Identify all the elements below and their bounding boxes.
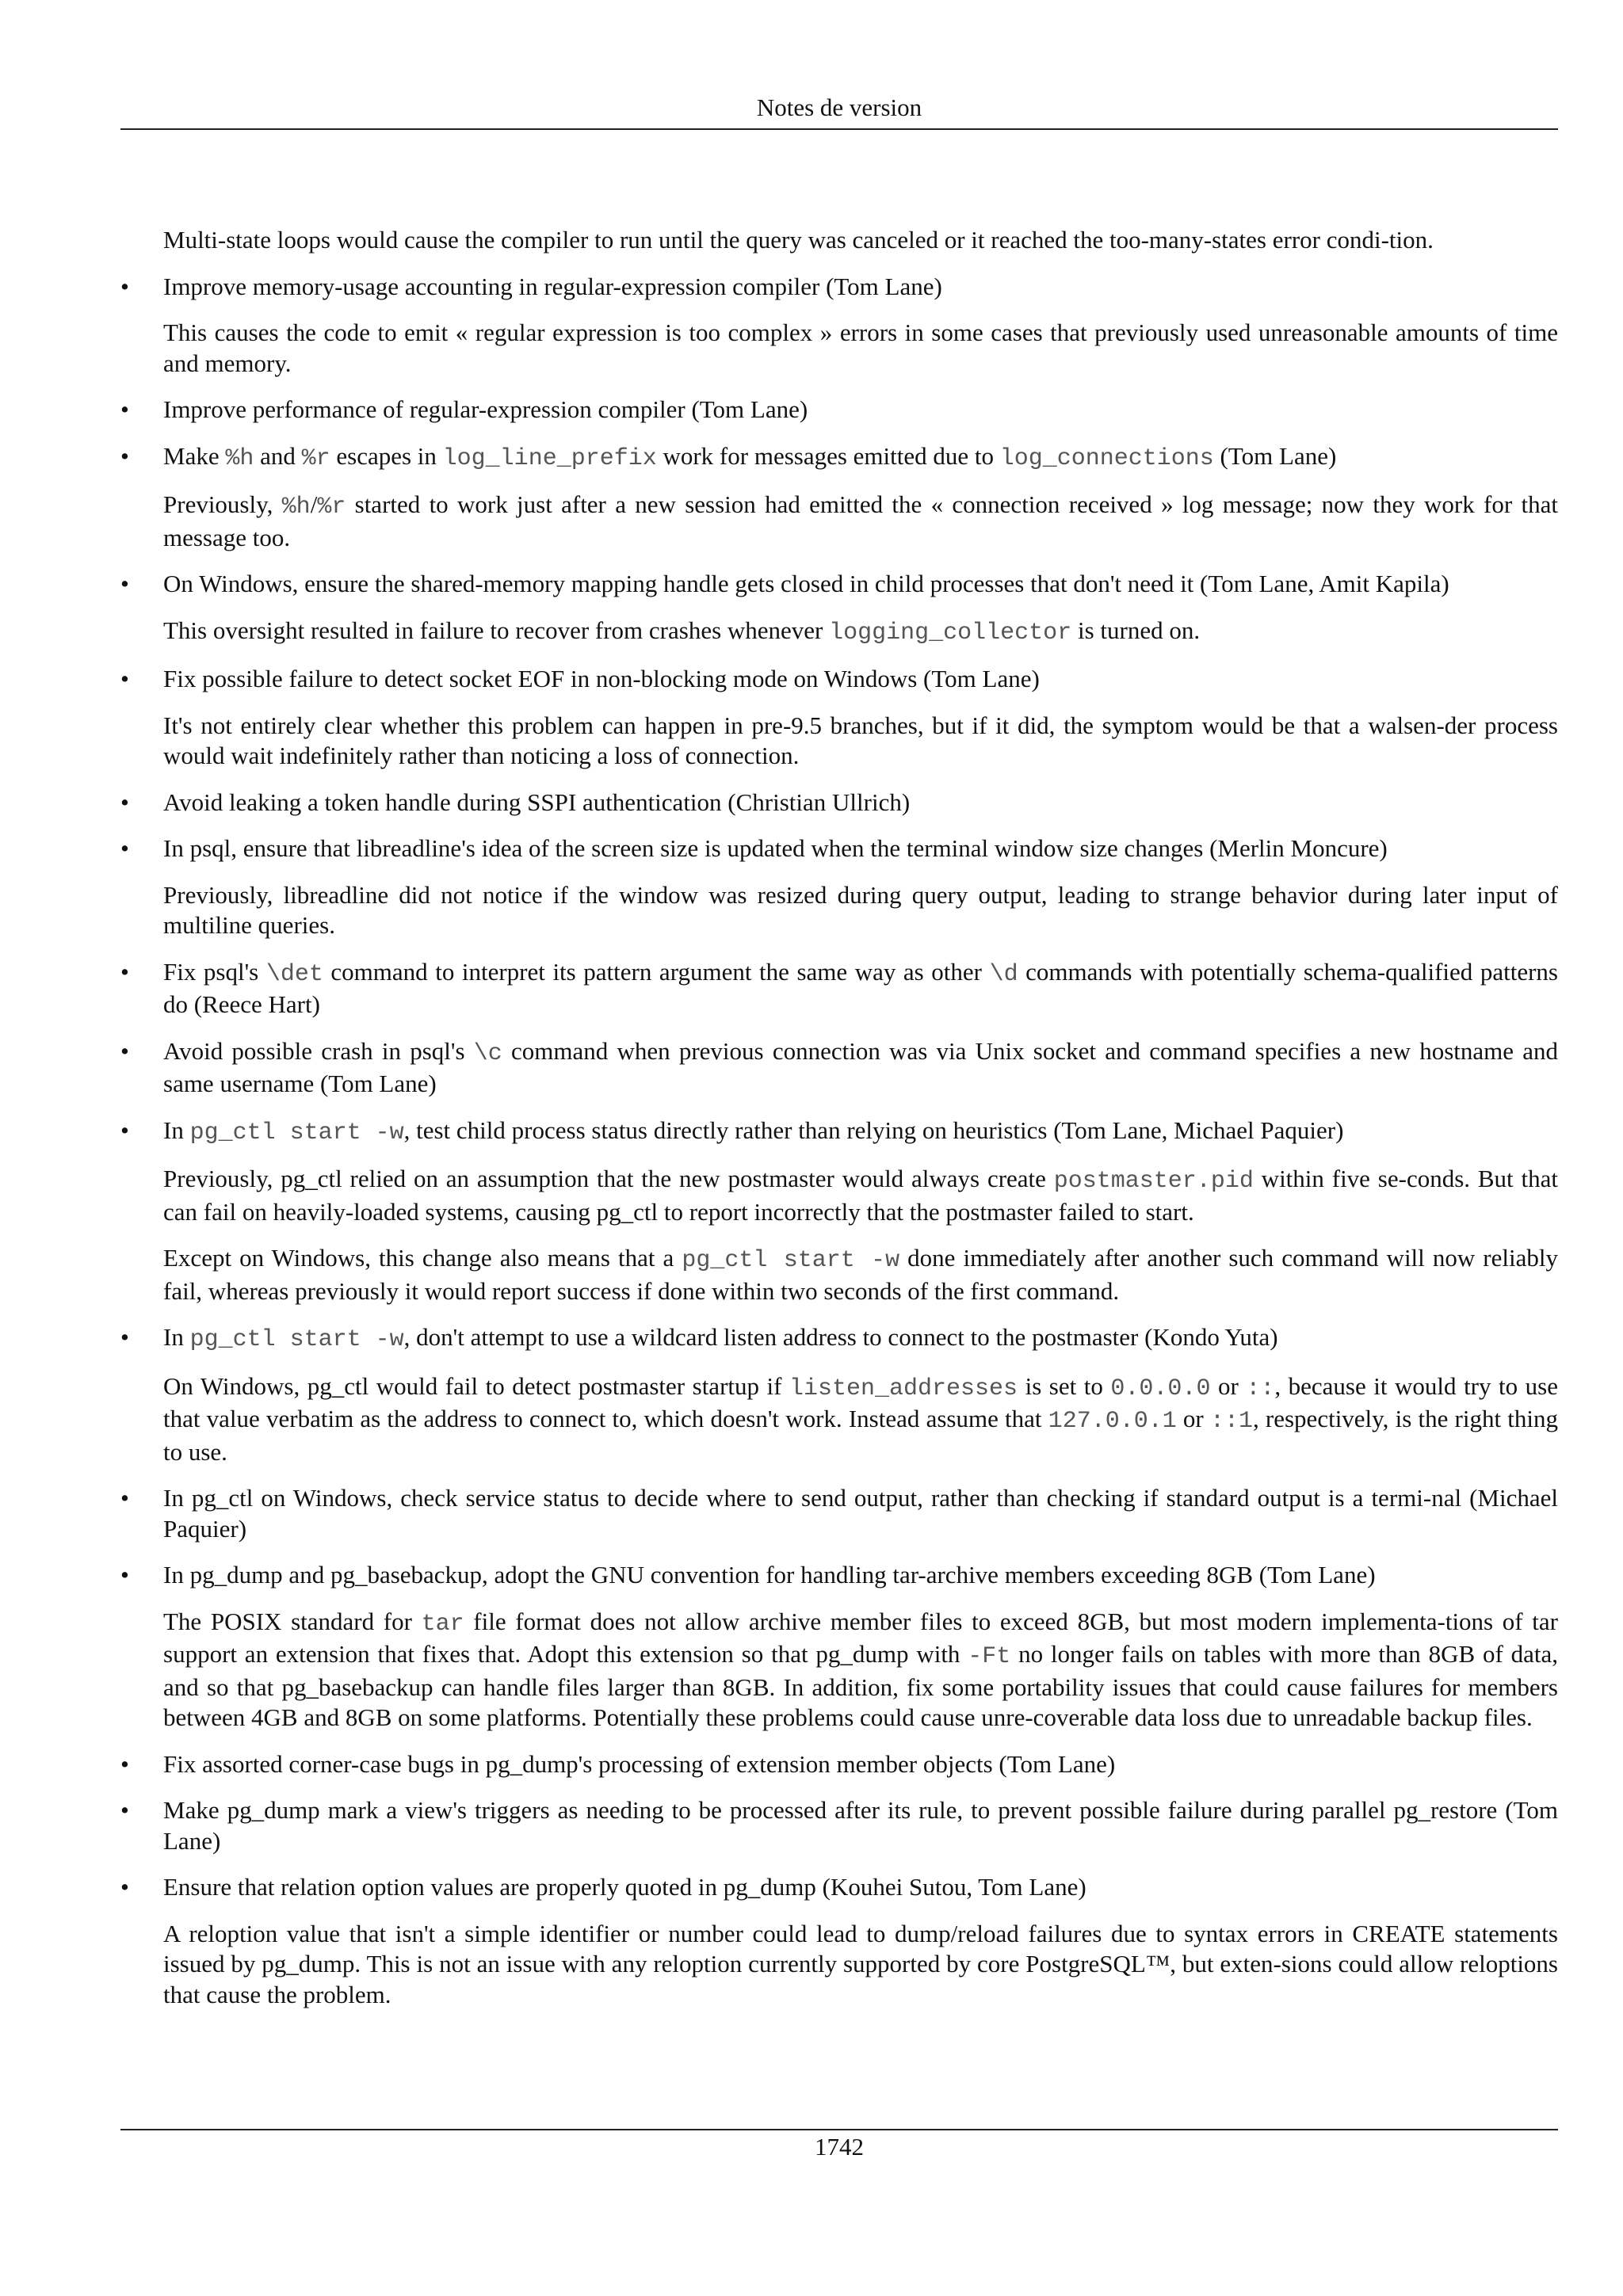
bullet-marker: • bbox=[120, 1873, 129, 1901]
text-run: (Tom Lane) bbox=[1213, 441, 1337, 470]
list-item-text bbox=[163, 1116, 1558, 1149]
list-item-text bbox=[163, 1560, 1558, 1591]
bullet-marker: • bbox=[120, 1749, 129, 1778]
paragraph-text bbox=[163, 225, 1558, 256]
text-run: Avoid leaking a token handle during SSPI authentication (Christian Ullrich) bbox=[163, 788, 911, 816]
text-run: , test child process status directly rather than relying on heuristics (Tom Lane, Michael Paquier) bbox=[403, 1116, 1344, 1144]
text-run: Avoid possible crash in psql's bbox=[163, 1036, 474, 1065]
body-paragraph bbox=[120, 318, 1558, 379]
list-item-text bbox=[163, 395, 1558, 425]
body-paragraph bbox=[120, 711, 1558, 772]
text-run: On Windows, ensure the shared-memory mapping handle gets closed in child processes that don't need it (Tom Lane, Amit Kapila) bbox=[163, 570, 1449, 597]
text-run: In pg_ctl on Windows, check service status to decide where to send output, rather than checking if standard output is a termi-nal (Michael Paquier) bbox=[163, 1484, 1558, 1543]
inline-code: %r bbox=[317, 494, 346, 521]
text-run: Previously, bbox=[163, 490, 282, 518]
text-run: On Windows, pg_ctl would fail to detect postmaster startup if bbox=[163, 1371, 790, 1400]
text-run: and bbox=[254, 441, 302, 470]
bullet-marker: • bbox=[120, 1116, 129, 1144]
paragraph-text bbox=[163, 880, 1558, 941]
text-run: Improve performance of regular-expression compiler (Tom Lane) bbox=[163, 395, 808, 423]
text-run: is turned on. bbox=[1071, 616, 1201, 644]
text-run: This causes the code to emit « regular expression is too complex » errors in some cases that previously used unreasonable amounts of time and memory. bbox=[163, 318, 1558, 377]
bullet-marker: • bbox=[120, 1561, 129, 1589]
body-paragraph bbox=[120, 1243, 1558, 1306]
inline-code: \det bbox=[265, 960, 323, 988]
bullet-marker: • bbox=[120, 788, 129, 816]
text-run: Fix psql's bbox=[163, 957, 266, 986]
list-item bbox=[120, 1872, 1558, 1903]
text-run: no longer fails on tables with more than 8GB of data, and so that pg_basebackup can handle files larger than 8GB. In addition, fix some portability issues that could cause failures for members between 4GB and 8GB on some platforms. Potentially these problems could cause unre-coverable data loss due to unreadable backup files. bbox=[163, 1640, 1558, 1731]
inline-code: \c bbox=[473, 1039, 502, 1067]
text-run: Except on Windows, this change also means that a bbox=[163, 1244, 682, 1272]
bullet-marker: • bbox=[120, 441, 129, 470]
text-run: commands with potentially schema-qualified patterns do (Reece Hart) bbox=[163, 957, 1558, 1018]
list-item bbox=[120, 664, 1558, 695]
bullet-marker: • bbox=[120, 957, 129, 986]
list-item-text bbox=[163, 1795, 1558, 1856]
list-item-text bbox=[163, 272, 1558, 303]
text-run: Previously, libreadline did not notice if the window was resized during query output, leading to strange behavior during later input of multiline queries. bbox=[163, 880, 1558, 939]
body-paragraph bbox=[120, 490, 1558, 553]
text-run: command to interpret its pattern argument the same way as other bbox=[323, 957, 990, 986]
list-item-text bbox=[163, 1322, 1558, 1356]
text-run: In bbox=[163, 1116, 190, 1144]
inline-code: 0.0.0.0 bbox=[1110, 1375, 1211, 1402]
text-run: started to work just after a new session had emitted the « connection received » log message; now they work for that message too. bbox=[163, 490, 1558, 551]
body-paragraph bbox=[120, 1607, 1558, 1733]
inline-code: listen_addresses bbox=[789, 1375, 1018, 1402]
text-run: Fix assorted corner-case bugs in pg_dump's processing of extension member objects (Tom Lane) bbox=[163, 1749, 1116, 1778]
paragraph-text bbox=[163, 490, 1558, 553]
list-item-text bbox=[163, 664, 1558, 695]
list-item bbox=[120, 788, 1558, 818]
text-run: It's not entirely clear whether this problem can happen in pre-9.5 branches, but if it did, the symptom would be that a walsen-der process would wait indefinitely rather than noticing a loss of connection. bbox=[163, 711, 1558, 769]
paragraph-text bbox=[163, 1164, 1558, 1227]
bullet-marker: • bbox=[120, 1323, 129, 1351]
list-item-text bbox=[163, 788, 1558, 818]
list-item-text bbox=[163, 1872, 1558, 1903]
text-run: Multi-state loops would cause the compiler to run until the query was canceled or it reached the too-many-states error condi-tion. bbox=[163, 226, 1434, 254]
bullet-marker: • bbox=[120, 1484, 129, 1512]
bullet-marker: • bbox=[120, 1796, 129, 1824]
text-run: file format does not allow archive member files to exceed 8GB, but most modern implementa-tions of tar support an extension that fixes that. Adopt this extension so that pg_dump with bbox=[163, 1607, 1558, 1668]
list-item-text bbox=[163, 1483, 1558, 1544]
text-run: Fix possible failure to detect socket EOF in non-blocking mode on Windows (Tom Lane) bbox=[163, 665, 1040, 692]
bullet-marker: • bbox=[120, 1036, 129, 1065]
inline-code: %h bbox=[281, 494, 311, 521]
inline-code: 127.0.0.1 bbox=[1048, 1408, 1177, 1435]
list-item bbox=[120, 1322, 1558, 1356]
text-run: Previously, pg_ctl relied on an assumption that the new postmaster would always create bbox=[163, 1165, 1054, 1192]
list-item bbox=[120, 957, 1558, 1020]
text-run: within five se-conds. But that can fail on heavily-loaded systems, causing pg_ctl to report incorrectly that the postmaster failed to start. bbox=[163, 1165, 1558, 1226]
paragraph-text bbox=[163, 711, 1558, 772]
text-run: Make pg_dump mark a view's triggers as needing to be processed after its rule, to prevent possible failure during parallel pg_restore (Tom Lane) bbox=[163, 1796, 1558, 1855]
text-run: In psql, ensure that libreadline's idea of the screen size is updated when the terminal window size changes (Merlin Moncure) bbox=[163, 834, 1388, 862]
inline-code: ::1 bbox=[1209, 1408, 1253, 1435]
footer-rule bbox=[120, 2129, 1558, 2130]
inline-code: -Ft bbox=[968, 1643, 1011, 1670]
paragraph-text bbox=[163, 318, 1558, 379]
inline-code: logging_collector bbox=[829, 619, 1072, 646]
bullet-marker: • bbox=[120, 570, 129, 597]
paragraph-text bbox=[163, 616, 1558, 649]
paragraph-text bbox=[163, 1607, 1558, 1733]
bullet-marker: • bbox=[120, 395, 129, 423]
text-run: escapes in bbox=[330, 441, 443, 470]
list-item-text bbox=[163, 441, 1558, 475]
paragraph-text bbox=[163, 1243, 1558, 1306]
inline-code: pg_ctl start -w bbox=[189, 1326, 404, 1353]
text-run: The POSIX standard for bbox=[163, 1607, 422, 1635]
text-run: Improve memory-usage accounting in regular-expression compiler (Tom Lane) bbox=[163, 272, 942, 300]
text-run: work for messages emitted due to bbox=[656, 441, 1000, 470]
inline-code: :: bbox=[1246, 1375, 1275, 1402]
text-run: / bbox=[310, 490, 318, 518]
header-rule bbox=[120, 128, 1558, 130]
bullet-marker: • bbox=[120, 272, 129, 300]
inline-code: postmaster.pid bbox=[1053, 1168, 1254, 1195]
inline-code: \d bbox=[989, 960, 1018, 988]
release-notes-content bbox=[120, 225, 1558, 2010]
text-run: Ensure that relation option values are properly quoted in pg_dump (Kouhei Sutou, Tom Lane) bbox=[163, 1873, 1086, 1901]
list-item-text bbox=[163, 1749, 1558, 1780]
inline-code: log_line_prefix bbox=[442, 444, 657, 472]
body-paragraph bbox=[120, 1919, 1558, 2011]
inline-code: %r bbox=[301, 444, 330, 472]
text-run: Make bbox=[163, 441, 226, 470]
list-item bbox=[120, 1116, 1558, 1149]
text-run: or bbox=[1210, 1371, 1247, 1400]
text-run: or bbox=[1176, 1405, 1210, 1432]
body-paragraph bbox=[120, 225, 1558, 256]
inline-code: log_connections bbox=[999, 444, 1214, 472]
list-item bbox=[120, 1560, 1558, 1591]
text-run: A reloption value that isn't a simple identifier or number could lead to dump/reload failures due to syntax errors in CREATE statements issued by pg_dump. This is not an issue with any reloption currently supported by core PostgreSQL™, but exten-sions could allow reloptions that cause the problem. bbox=[163, 1919, 1558, 2008]
list-item bbox=[120, 272, 1558, 303]
text-run: In pg_dump and pg_basebackup, adopt the GNU convention for handling tar-archive members exceeding 8GB (Tom Lane) bbox=[163, 1561, 1376, 1589]
page-number: 1742 bbox=[815, 2133, 864, 2161]
list-item bbox=[120, 441, 1558, 475]
text-run: , don't attempt to use a wildcard listen address to connect to the postmaster (Kondo Yuta) bbox=[403, 1323, 1278, 1351]
list-item bbox=[120, 1749, 1558, 1780]
list-item-text bbox=[163, 569, 1558, 600]
text-run: In bbox=[163, 1323, 190, 1351]
list-item-text bbox=[163, 833, 1558, 864]
paragraph-text bbox=[163, 1371, 1558, 1468]
inline-code: %h bbox=[225, 444, 254, 472]
list-item bbox=[120, 1795, 1558, 1856]
list-item bbox=[120, 395, 1558, 425]
text-run: is set to bbox=[1018, 1371, 1111, 1400]
bullet-marker: • bbox=[120, 834, 129, 862]
text-run: , respectively, is the right thing to use. bbox=[163, 1405, 1558, 1466]
list-item-text bbox=[163, 957, 1558, 1020]
bullet-marker: • bbox=[120, 665, 129, 692]
running-header: Notes de version bbox=[756, 93, 922, 121]
list-item-text bbox=[163, 1036, 1558, 1100]
list-item bbox=[120, 1483, 1558, 1544]
inline-code: tar bbox=[421, 1610, 464, 1638]
text-run: , because it would try to use that value verbatim as the address to connect to, which doesn't work. Instead assume that bbox=[163, 1371, 1558, 1432]
body-paragraph bbox=[120, 616, 1558, 649]
text-run: done immediately after another such command will now reliably fail, whereas previously it would report success if done within two seconds of the first command. bbox=[163, 1244, 1558, 1305]
body-paragraph bbox=[120, 880, 1558, 941]
inline-code: pg_ctl start -w bbox=[189, 1119, 404, 1146]
list-item bbox=[120, 833, 1558, 864]
text-run: command when previous connection was via Unix socket and command specifies a new hostname and same username (Tom Lane) bbox=[163, 1036, 1558, 1097]
paragraph-text bbox=[163, 1919, 1558, 2011]
body-paragraph bbox=[120, 1164, 1558, 1227]
list-item bbox=[120, 1036, 1558, 1100]
body-paragraph bbox=[120, 1371, 1558, 1468]
list-item bbox=[120, 569, 1558, 600]
text-run: This oversight resulted in failure to recover from crashes whenever bbox=[163, 616, 830, 644]
inline-code: pg_ctl start -w bbox=[682, 1247, 900, 1274]
